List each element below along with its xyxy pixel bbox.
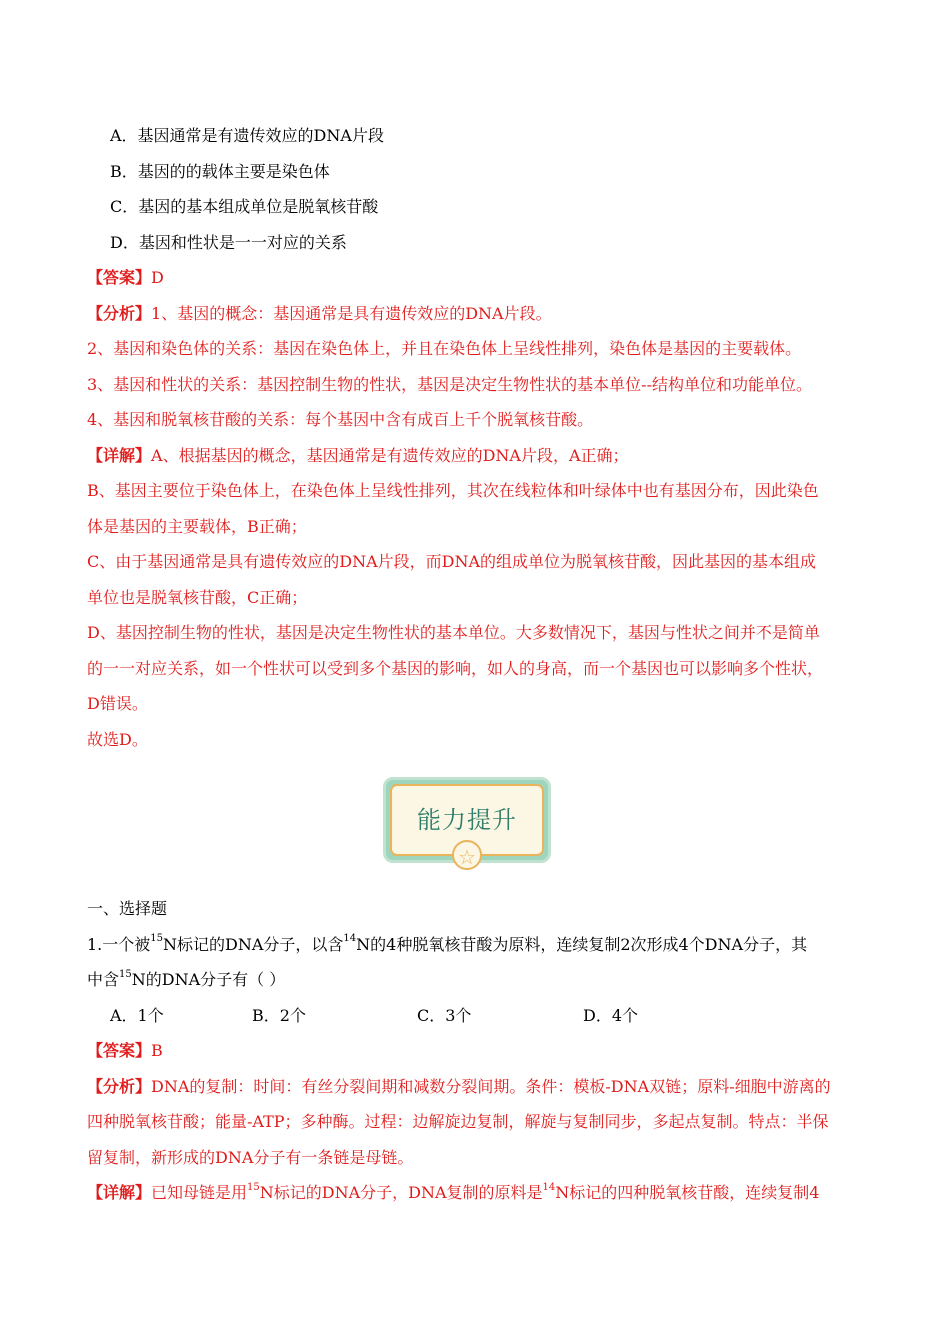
- analysis-text: 1、基因的概念：基因通常是具有遗传效应的DNA片段。: [151, 303, 552, 323]
- section-badge-title: 能力提升: [417, 805, 517, 834]
- q1-option-a: A．1个: [110, 1005, 164, 1025]
- detail-tag: 【详解】: [87, 1183, 152, 1202]
- q0-answer: [87, 260, 867, 296]
- q0-analysis-line-4: 4、基因和脱氧核苷酸的关系：每个基因中含有成百上千个脱氧核苷酸。: [87, 410, 594, 429]
- q0-detail-line-4: C、由于基因通常是具有遗传效应的DNA片段，而DNA的组成单位为脱氧核苷酸，因此基因的基本组成: [87, 552, 817, 571]
- q1-stem-part: 1.一个被: [87, 934, 151, 954]
- q0-option-d: D．基因和性状是一一对应的关系: [110, 232, 347, 252]
- q1-stem-part: N的4种脱氧核苷酸为原料，连续复制2次形成4个DNA分子，其: [356, 934, 808, 954]
- q0-detail-line-2: B、基因主要位于染色体上，在染色体上呈线性排列，其次在线粒体和叶绿体中也有基因分布，因此染色: [87, 481, 819, 500]
- q1-answer: [87, 1033, 867, 1069]
- q0-detail-line-5: 单位也是脱氧核苷酸，C正确；: [87, 587, 308, 607]
- q1-stem-part: 中含: [87, 970, 120, 989]
- q1-stem-line-1: [87, 927, 867, 963]
- analysis-tag: 【分析】: [87, 303, 152, 323]
- q0-analysis-line-2: 2、基因和染色体的关系：基因在染色体上，并且在染色体上呈线性排列，染色体是基因的主要载体。: [87, 339, 802, 358]
- analysis-tag: 【分析】: [87, 1076, 152, 1096]
- isotope-superscript: 15: [247, 1181, 260, 1193]
- q1-stem-part: N标记的DNA分子，以含: [163, 934, 344, 954]
- q1-options: [87, 998, 867, 1034]
- answer-value: B: [151, 1041, 163, 1060]
- q0-option-c: C．基因的基本组成单位是脱氧核苷酸: [110, 197, 379, 216]
- q1-analysis-line-3: 留复制，新形成的DNA分子有一条链是母链。: [87, 1147, 414, 1167]
- q1-analysis-line-1: [87, 1069, 867, 1105]
- detail-text: A、根据基因的概念，基因通常是有遗传效应的DNA片段，A正确；: [151, 445, 629, 465]
- isotope-superscript: 15: [119, 968, 132, 980]
- q0-analysis-line-1: [87, 296, 867, 332]
- answer-value: D: [151, 268, 164, 287]
- section-badge: [383, 777, 551, 869]
- q1-option-d: D．4个: [583, 1005, 639, 1025]
- q0-detail-line-6: D、基因控制生物的性状，基因是决定生物性状的基本单位。大多数情况下，基因与性状之间并不是简单: [87, 623, 820, 642]
- detail-tag: 【详解】: [87, 445, 152, 465]
- q0-analysis-line-3: 3、基因和性状的关系：基因控制生物的性状，基因是决定生物性状的基本单位--结构单位和功能单位。: [87, 374, 812, 394]
- q1-stem-line-2: [87, 962, 867, 998]
- q0-option-a: A．基因通常是有遗传效应的DNA片段: [110, 126, 384, 145]
- q0-option-b: B．基因的的载体主要是染色体: [110, 161, 330, 181]
- q1-option-c: C．3个: [417, 1005, 472, 1025]
- q1-stem-part: N的DNA分子有（ ）: [131, 970, 286, 989]
- page-content: [87, 118, 867, 1211]
- q1-analysis-line-2: 四种脱氧核苷酸；能量-ATP；多种酶。过程：边解旋边复制，解旋与复制同步，多起点复制。特点：半保: [87, 1112, 829, 1131]
- isotope-superscript: 14: [343, 933, 357, 945]
- q1-option-b: B．2个: [252, 1005, 306, 1025]
- detail-text: N标记的DNA分子，DNA复制的原料是: [259, 1183, 543, 1202]
- isotope-superscript: 14: [542, 1181, 556, 1193]
- detail-text: 已知母链是用: [151, 1183, 248, 1202]
- q0-detail-line-3: 体是基因的主要载体，B正确；: [87, 516, 307, 536]
- answer-tag: 【答案】: [87, 268, 152, 287]
- star-icon: ☆: [452, 840, 482, 870]
- q0-detail-line-1: [87, 438, 867, 474]
- q0-detail-line-8: D错误。: [87, 694, 148, 713]
- q0-detail-line-7: 的一一对应关系，如一个性状可以受到多个基因的影响，如人的身高，而一个基因也可以影响多个性状，: [87, 658, 824, 678]
- answer-tag: 【答案】: [87, 1041, 152, 1060]
- isotope-superscript: 15: [150, 933, 164, 945]
- q1-detail-line-1: [87, 1175, 867, 1211]
- analysis-text: DNA的复制：时间：有丝分裂间期和减数分裂间期。条件：模板-DNA双链；原料-细胞中游离的: [151, 1076, 831, 1096]
- section-badge-area: [87, 757, 867, 891]
- section-title: 一、选择题: [87, 899, 168, 918]
- detail-text: N标记的四种脱氧核苷酸，连续复制4: [555, 1183, 820, 1202]
- q0-conclusion: 故选D。: [87, 729, 148, 749]
